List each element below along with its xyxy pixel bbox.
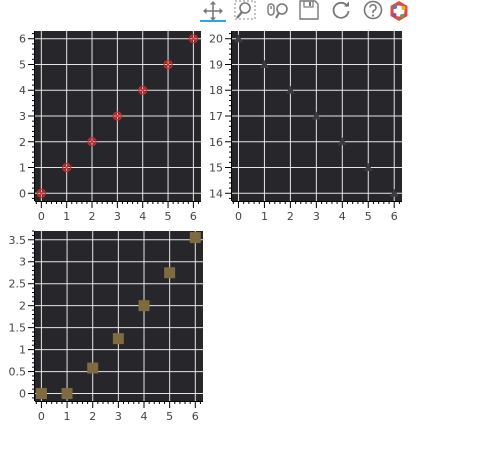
y-tick-label: 16 — [209, 135, 223, 149]
y-tick-label: 19 — [209, 58, 223, 72]
data-point — [87, 363, 98, 374]
y-tick-label: 1 — [19, 343, 26, 357]
x-tick-label: 5 — [164, 210, 172, 223]
x-tick-label: 1 — [63, 210, 71, 223]
plot-1 — [19, 31, 201, 223]
y-tick-label: 5 — [19, 58, 26, 72]
y-tick-label: 18 — [209, 84, 223, 98]
data-point — [36, 388, 47, 399]
plot-3 — [9, 231, 204, 423]
x-tick-label: 4 — [140, 410, 148, 423]
y-tick-label: 14 — [209, 187, 223, 201]
x-tick-label: 6 — [189, 210, 197, 223]
y-tick-label: 4 — [19, 84, 26, 98]
y-tick-label: 2 — [19, 135, 26, 149]
x-tick-label: 0 — [37, 410, 45, 423]
y-tick-label: 0.5 — [8, 365, 26, 379]
x-tick-label: 5 — [166, 410, 174, 423]
data-point — [113, 333, 124, 344]
x-tick-label: 1 — [260, 210, 268, 223]
x-tick-label: 2 — [286, 210, 294, 223]
y-tick-label: 2.5 — [8, 277, 26, 291]
y-tick-label: 20 — [209, 32, 223, 46]
y-tick-label: 15 — [209, 161, 223, 175]
data-point — [164, 267, 175, 278]
x-tick-label: 3 — [113, 210, 121, 223]
x-tick-label: 1 — [63, 410, 71, 423]
x-tick-label: 5 — [364, 210, 372, 223]
x-tick-label: 6 — [390, 210, 398, 223]
y-tick-label: 3 — [19, 255, 26, 269]
y-tick-label: 3.5 — [8, 233, 26, 247]
x-tick-label: 0 — [234, 210, 242, 223]
x-tick-label: 2 — [89, 410, 97, 423]
x-tick-label: 3 — [312, 210, 320, 223]
x-tick-label: 2 — [88, 210, 96, 223]
x-tick-label: 4 — [338, 210, 346, 223]
y-tick-label: 2 — [19, 299, 26, 313]
x-tick-label: 6 — [191, 410, 199, 423]
x-tick-label: 4 — [139, 210, 147, 223]
y-tick-label: 17 — [209, 110, 223, 123]
plot-2 — [209, 31, 402, 223]
y-tick-label: 1.5 — [8, 321, 26, 335]
plot-3-background[interactable] — [35, 231, 203, 401]
y-tick-label: 0 — [19, 187, 26, 201]
data-point — [139, 300, 150, 311]
x-tick-label: 3 — [114, 410, 122, 423]
y-tick-label: 3 — [19, 110, 26, 123]
x-tick-label: 0 — [37, 210, 45, 223]
data-point — [190, 232, 201, 243]
data-point — [62, 388, 73, 399]
y-tick-label: 1 — [19, 161, 26, 175]
y-tick-label: 0 — [19, 387, 26, 401]
y-tick-label: 6 — [19, 32, 26, 46]
